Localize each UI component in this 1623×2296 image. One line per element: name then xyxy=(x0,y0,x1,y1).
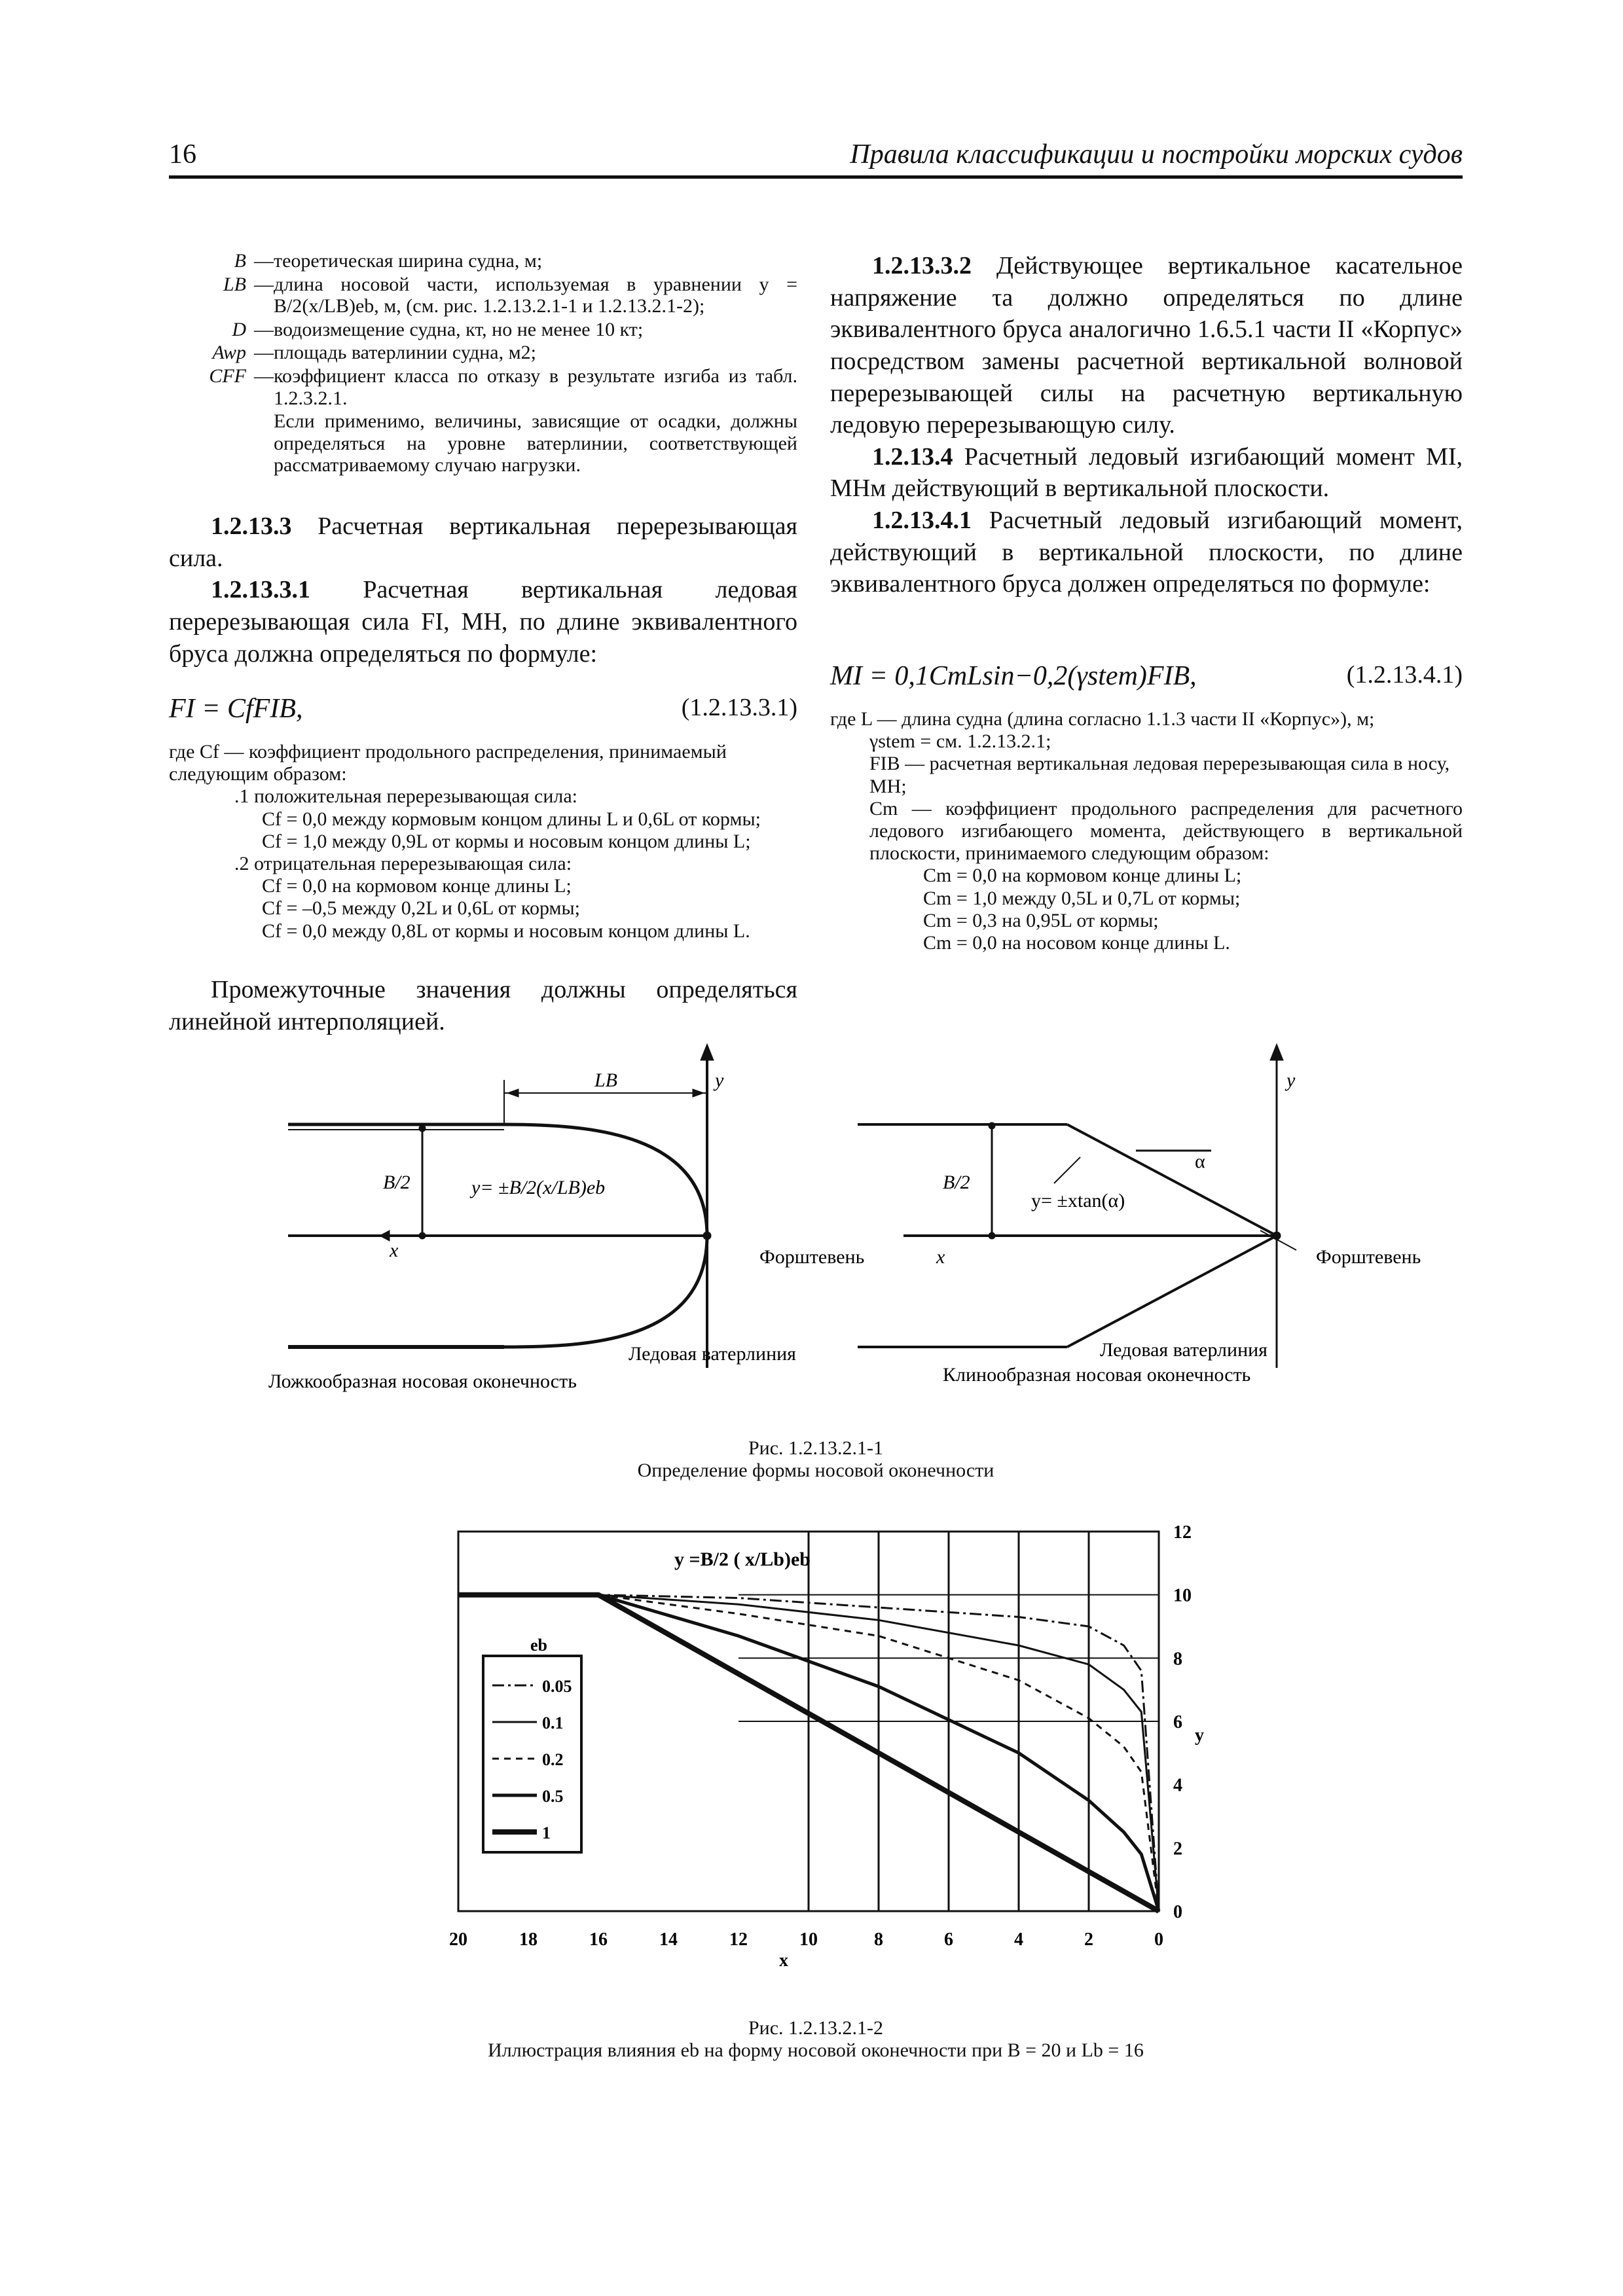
spoon-bow-diagram xyxy=(288,1044,714,1368)
def-gamma: γstem = см. 1.2.13.2.1; xyxy=(869,730,1051,753)
y-tick-label: 0 xyxy=(1173,1902,1182,1922)
figure-2-title: Иллюстрация влияния eb на форму носовой оконечности при B = 20 и Lb = 16 xyxy=(488,2039,1144,2061)
waterline-label: Ледовая ватерлиния xyxy=(1100,1339,1267,1361)
wedge-equation: y= ±xtan(α) xyxy=(1031,1190,1125,1211)
x-axis-arrow-icon xyxy=(380,1230,390,1241)
x-axis-label: x xyxy=(390,1240,399,1261)
def-text: площадь ватерлинии судна, м2; xyxy=(274,342,536,364)
x-tick-label: 6 xyxy=(944,1929,953,1950)
alpha-label: α xyxy=(1195,1151,1205,1172)
def-row: LB — длина носовой части, используемая в уравнении y = B/2(x/LB)eb, м, (см. рис. 1.2.13.2.1-1 и 1.2.13.2.1-2); xyxy=(169,274,797,317)
left-definitions xyxy=(169,250,797,478)
x-tick-label: 14 xyxy=(659,1929,678,1950)
formula-expression: MI = 0,1CmLsin−0,2(γstem)FIB, xyxy=(830,661,1197,691)
def-text: длина носовой части, используемая в уравнении y = B/2(x/LB)eb, м, (см. рис. 1.2.13.2.1-1 и 1.2.13.2.1-2); xyxy=(274,273,797,317)
legend-label: 0.5 xyxy=(542,1787,564,1806)
spoon-caption: Ложкообразная носовая оконечность xyxy=(268,1371,577,1392)
x-tick-label: 12 xyxy=(729,1929,748,1950)
cf-case-1: .1 положительная перерезывающая сила: xyxy=(234,785,577,808)
y-axis-label: y xyxy=(1286,1069,1296,1091)
chart-title: y =B/2 ( x/Lb)eb xyxy=(674,1549,811,1570)
legend-label: 0.1 xyxy=(542,1713,564,1732)
waterline-label: Ледовая ватерлиния xyxy=(629,1343,796,1365)
y-axis-label: y xyxy=(715,1069,724,1091)
page-number: 16 xyxy=(169,139,196,170)
lb-label: LB xyxy=(594,1069,618,1091)
left-body xyxy=(169,511,797,670)
legend-label: 0.2 xyxy=(542,1750,564,1769)
y-tick-label: 12 xyxy=(1173,1522,1192,1543)
x-tick-label: 10 xyxy=(799,1929,818,1950)
def-row: B — теоретическая ширина судна, м; xyxy=(169,250,797,272)
cf-lead: где Cf — коэффициент продольного распределения, принимаемый следующим образом: xyxy=(169,741,727,785)
cm-value: Cm = 0,3 на 0,95L от кормы; xyxy=(923,909,1159,931)
x-tick-label: 16 xyxy=(589,1929,608,1950)
figure-2-number: Рис. 1.2.13.2.1-2 xyxy=(748,2017,884,2039)
def-symbol: CFF xyxy=(209,365,246,387)
figure-bow-shapes xyxy=(249,1041,1467,1407)
y-tick-label: 8 xyxy=(1173,1649,1182,1670)
stem-label: Форштевень xyxy=(759,1246,865,1268)
x-tick-label: 18 xyxy=(519,1929,538,1950)
right-definitions xyxy=(830,708,1463,954)
x-axis-label: x xyxy=(779,1950,788,1971)
y-tick-label: 2 xyxy=(1173,1839,1182,1859)
interpolation-note: Промежуточные значения должны определяться линейной интерполяцией. xyxy=(169,976,797,1035)
x-tick-label: 4 xyxy=(1014,1929,1023,1950)
def-symbol: D xyxy=(232,318,246,340)
cf-value: Cf = –0,5 между 0,2L и 0,6L от кормы; xyxy=(262,897,580,920)
cf-definition xyxy=(169,741,797,942)
legend-label: 0.05 xyxy=(542,1677,572,1696)
x-tick-label: 20 xyxy=(449,1929,467,1950)
x-axis-label: x xyxy=(936,1246,945,1268)
cf-value: Cf = 0,0 между 0,8L от кормы и носовым концом длины L. xyxy=(262,920,750,942)
half-beam-label: B/2 xyxy=(943,1172,970,1193)
header-rule xyxy=(169,175,1463,179)
section-1-2-13-4: 1.2.13.4 Расчетный ледовый изгибающий момент MI, МНм действующий в вертикальной плоскости. xyxy=(830,442,1463,503)
x-tick-label: 8 xyxy=(874,1929,883,1950)
y-tick-label: 6 xyxy=(1173,1712,1182,1732)
section-1-2-13-3-1: 1.2.13.3.1 Расчетная вертикальная ледовая перерезывающая сила FI, МН, по длине эквивалентного бруса должна определяться по формуле: xyxy=(169,576,797,668)
legend-title: eb xyxy=(530,1636,547,1655)
def-cm: Cm — коэффициент продольного распределения для расчетного ледового изгибающего момента, действующего в вертикальной плоскости, принимаемого следующим образом: xyxy=(869,797,1463,865)
def-row: Awp — площадь ватерлинии судна, м2; xyxy=(169,342,797,364)
half-beam-label: B/2 xyxy=(383,1172,410,1193)
def-symbol: LB xyxy=(223,273,246,295)
legend-label: 1 xyxy=(542,1823,551,1842)
cf-value: Cf = 0,0 между кормовым концом длины L и 0,6L от кормы; xyxy=(262,808,761,830)
wedge-caption: Клинообразная носовая оконечность xyxy=(943,1364,1251,1386)
def-symbol: B xyxy=(234,250,246,272)
def-fib: FIB — расчетная вертикальная ледовая перерезывающая сила в носу, МН; xyxy=(869,753,1450,797)
right-body xyxy=(830,250,1463,600)
spoon-equation: y= ±B/2(x/LB)eb xyxy=(471,1177,606,1198)
y-axis-arrow-icon xyxy=(1270,1044,1283,1060)
figure-2-caption xyxy=(169,2017,1463,2062)
cf-case-2: .2 отрицательная перерезывающая сила: xyxy=(234,852,572,874)
stem-label: Форштевень xyxy=(1316,1246,1421,1268)
cm-value: Cm = 0,0 на кормовом конце длины L; xyxy=(923,865,1242,887)
figure-1-number: Рис. 1.2.13.2.1-1 xyxy=(748,1437,884,1459)
y-axis-label: y xyxy=(1195,1725,1204,1746)
def-length: где L — длина судна (длина согласно 1.1.3 части II «Корпус»), м; xyxy=(830,708,1375,730)
section-1-2-13-3-2: 1.2.13.3.2 Действующее вертикальное касательное напряжение τa должно определяться по длине эквивалентного бруса аналогично 1.6.5.1 части II «Корпус» посредством замены расчетной вертикальной волновой перерезывающей силы на расчетную вертикальную ледовую перерезывающую силу. xyxy=(830,252,1463,439)
figure-1-caption xyxy=(169,1437,1463,1482)
eb-influence-chart xyxy=(432,1505,1218,1977)
def-row: D — водоизмещение судна, кт, но не менее 10 кт; xyxy=(169,319,797,341)
running-title: Правила классификации и постройки морских судов xyxy=(850,139,1463,170)
def-text: теоретическая ширина судна, м; xyxy=(274,250,543,272)
cm-value: Cm = 1,0 между 0,5L и 0,7L от кормы; xyxy=(923,887,1241,909)
cf-value: Cf = 1,0 между 0,9L от кормы и носовым концом длины L; xyxy=(262,830,751,852)
draft-note: Если применимо, величины, зависящие от осадки, должны определяться на уровне ватерлинии, соответствующей рассматриваемому случаю нагрузки. xyxy=(274,410,797,476)
chart-legend xyxy=(483,1636,581,1852)
x-tick-label: 2 xyxy=(1084,1929,1093,1950)
formula-1 xyxy=(169,694,797,725)
def-text: коэффициент класса по отказу в результате изгиба из табл. 1.2.3.2.1. xyxy=(274,365,797,409)
def-symbol: Awp xyxy=(212,342,246,364)
y-axis-arrow-icon xyxy=(701,1044,714,1060)
formula-expression: FI = CfFIB, xyxy=(169,694,303,724)
formula-number: (1.2.13.4.1) xyxy=(1346,661,1463,689)
formula-number: (1.2.13.3.1) xyxy=(681,694,797,721)
figure-1-title: Определение формы носовой оконечности xyxy=(637,1460,994,1481)
y-tick-label: 10 xyxy=(1173,1585,1192,1606)
x-tick-label: 0 xyxy=(1154,1929,1163,1950)
cm-value: Cm = 0,0 на носовом конце длины L. xyxy=(923,931,1230,954)
def-text: водоизмещение судна, кт, но не менее 10 кт; xyxy=(274,318,644,340)
y-tick-label: 4 xyxy=(1173,1775,1182,1796)
section-1-2-13-4-1: 1.2.13.4.1 Расчетный ледовый изгибающий момент, действующий в вертикальной плоскости, по длине эквивалентного бруса должен определяться по формуле: xyxy=(830,507,1463,598)
section-1-2-13-3: 1.2.13.3 Расчетная вертикальная перерезывающая сила. xyxy=(169,512,797,572)
cf-value: Cf = 0,0 на кормовом конце длины L; xyxy=(262,875,572,897)
def-row: CFF — коэффициент класса по отказу в результате изгиба из табл. 1.2.3.2.1. xyxy=(169,365,797,409)
formula-2 xyxy=(830,661,1463,692)
